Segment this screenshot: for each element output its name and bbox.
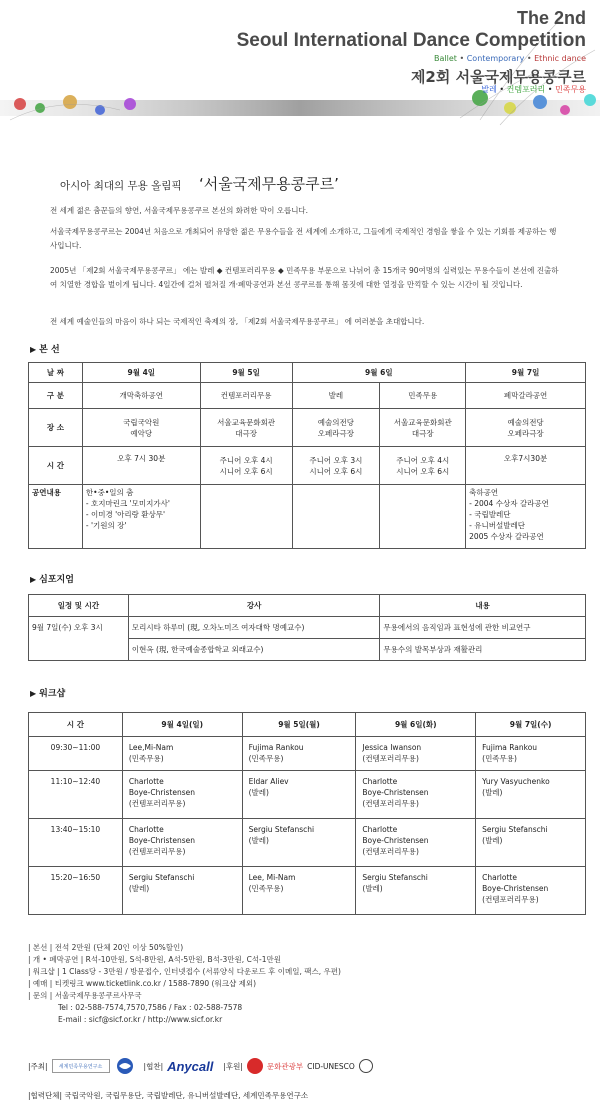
- unesco-name: CID-UNESCO: [307, 1061, 355, 1071]
- host-label: |주최|: [28, 1061, 48, 1071]
- workshop-cell: Lee, Mi-Nam (민족무용): [242, 867, 356, 915]
- row-label-program: 공연내용: [29, 485, 83, 549]
- ticket-info: [28, 942, 341, 1026]
- workshop-cell: Fujima Rankou (민족무용): [476, 737, 586, 771]
- symposium-heading: ▶ 심포지엄: [30, 575, 74, 585]
- time-cell: 오후 7시 30분: [82, 447, 200, 485]
- symposium-topic: 무용수의 발목부상과 재활관리: [380, 639, 586, 661]
- workshop-cell: Sergiu Stefanschi (발레): [242, 819, 356, 867]
- event-subtitle-en: Ballet • Contemporary • Ethnic dance: [434, 54, 586, 63]
- intro-title-small: 아시아 최대의 무용 올림픽: [60, 180, 182, 192]
- date-3: 9월 6일: [292, 363, 466, 383]
- intro-paragraph-2: 서울국제무용콩쿠르는 2004년 처음으로 개최되어 유망한 젊은 무용수들을 전 세계에 소개하고, 그들에게 국제적인 경험을 쌓을 수 있는 기회를 제공하는 행사입니다.: [50, 227, 557, 250]
- category-cell: 발레: [292, 383, 380, 409]
- venue-cell: 국립국악원 예악당: [82, 409, 200, 447]
- workshop-heading: ▶ 워크샵: [30, 689, 66, 699]
- intro-paragraph-4: 전 세계 예술인들의 마음이 하나 되는 국제적인 축제의 장, 「제2회 서울국제무용콩쿠르」 에 여러분을 초대합니다.: [50, 317, 425, 326]
- workshop-cell: Charlotte Boye-Christensen (컨템포러리무용): [476, 867, 586, 915]
- sponsor-row: [28, 1057, 373, 1075]
- event-subtitle-ko: 발레 • 컨템포러리 • 민족무용: [481, 85, 586, 94]
- symposium-topic: 무용에서의 음직임과 표현성에 관한 비교연구: [380, 617, 586, 639]
- program-closing: 축하공연 - 2004 수상자 갈라공연 - 국립발레단 - 유니버설발레단 2005 수상자 갈라공연: [466, 485, 586, 549]
- host-emblem-icon: [114, 1057, 136, 1075]
- symposium-table: [28, 594, 586, 661]
- subtitle-contemporary: Contemporary: [466, 54, 525, 63]
- workshop-header: 9월 4일(일): [122, 713, 242, 737]
- subtitle-ballet: Ballet: [434, 54, 457, 63]
- venue-cell: 서울교육문화회관 대극장: [200, 409, 292, 447]
- header-banner: [0, 0, 600, 135]
- row-label-category: 구 분: [29, 383, 83, 409]
- main-schedule-table: [28, 362, 586, 549]
- event-title-en: Seoul International Dance Competition: [236, 30, 586, 51]
- category-cell: 컨템포러리무용: [200, 383, 292, 409]
- info-workshop-ticket: | 워크샵 | 1 Class당 - 3만원 / 방문접수, 인터넷접수 (서류양식 다운로드 후 이메일, 팩스, 우편): [28, 967, 341, 976]
- info-phone: Tel : 02-588-7574,7570,7586 / Fax : 02-588-7578: [58, 1003, 243, 1012]
- symposium-header: 내용: [380, 595, 586, 617]
- info-email-web[interactable]: E-mail : sicf@sicf.or.kr / http://www.sicf.or.kr: [58, 1015, 223, 1024]
- workshop-cell: Eldar Aliev (발레): [242, 771, 356, 819]
- triangle-icon: ▶: [30, 575, 37, 584]
- venue-cell: 서울교육문화회관 대극장: [380, 409, 466, 447]
- workshop-cell: Fujima Rankou (민족무용): [242, 737, 356, 771]
- venue-cell: 예술의전당 오페라극장: [292, 409, 380, 447]
- workshop-header: 시 간: [29, 713, 123, 737]
- intro-title: [60, 173, 339, 194]
- host-logo: 세계민족무용연구소: [52, 1059, 110, 1073]
- support-label: |협찬|: [143, 1061, 164, 1071]
- workshop-cell: Charlotte Boye-Christensen (컨템포러리무용): [356, 819, 476, 867]
- category-cell: 개막축하공연: [82, 383, 200, 409]
- workshop-header: 9월 7일(수): [476, 713, 586, 737]
- date-4: 9월 7일: [466, 363, 586, 383]
- row-label-date: 날 짜: [29, 363, 83, 383]
- time-cell: 오후7시30분: [466, 447, 586, 485]
- partners-line: |협력단체| 국립국악원, 국립무용단, 국립발레단, 유니버설발레단, 세계민족무용연구소: [28, 1091, 309, 1100]
- intro-title-big: ‘서울국제무용콩쿠르’: [198, 175, 339, 193]
- symposium-header: 강사: [128, 595, 380, 617]
- symposium-speaker: 모리시타 하루미 (現, 오차노미즈 여자대학 명예교수): [128, 617, 380, 639]
- main-section-heading: ▶ 본 선: [30, 345, 60, 355]
- workshop-cell: Lee,Mi-Nam (민족무용): [122, 737, 242, 771]
- venue-cell: 예술의전당 오페라극장: [466, 409, 586, 447]
- category-cell: 폐막갈라공연: [466, 383, 586, 409]
- workshop-table: [28, 712, 586, 915]
- workshop-cell: Sergiu Stefanschi (발레): [122, 867, 242, 915]
- workshop-cell: Charlotte Boye-Christensen (컨템포러리무용): [122, 771, 242, 819]
- workshop-time: 15:20~16:50: [29, 867, 123, 915]
- back-label: |후원|: [223, 1061, 243, 1071]
- workshop-time: 13:40~15:10: [29, 819, 123, 867]
- time-cell: 주니어 오후 3시 시니어 오후 6시: [292, 447, 380, 485]
- event-title-ko: 제2회 서울국제무용콩쿠르: [410, 68, 586, 86]
- category-cell: 민족무용: [380, 383, 466, 409]
- info-main-ticket: | 본선 | 전석 2만원 (단체 20인 이상 50%할인): [28, 943, 184, 952]
- subtitle-ko-contemporary: 컨템포러리: [506, 85, 546, 94]
- symposium-speaker: 이현옥 (現, 한국예술종합학교 외래교수): [128, 639, 380, 661]
- workshop-cell: Jessica Iwanson (컨템포러리무용): [356, 737, 476, 771]
- subtitle-ko-ballet: 발레: [481, 85, 497, 94]
- triangle-icon: ▶: [30, 689, 37, 698]
- workshop-cell: Charlotte Boye-Christensen (컨템포러리무용): [122, 819, 242, 867]
- intro-paragraph-3: 2005년 「제2회 서울국제무용콩쿠르」 에는 발레 ◆ 컨템포러리무용 ◆ 민족무용 부문으로 나뉘어 총 15개국 90여명의 실력있는 무용수들이 본선에 진출하여 치열한 경합을 벌이게 됩니다. 4일간에 걸쳐 펼쳐질 개·폐막공연과 본선 콩쿠르를 통해 몸짓에 대한 열정을 만끽할 수 있는 시간이 될 것입니다.: [50, 266, 559, 289]
- row-label-time: 시 간: [29, 447, 83, 485]
- time-cell: 주니어 오후 4시 시니어 오후 6시: [380, 447, 466, 485]
- anycall-logo: Anycall: [167, 1058, 214, 1074]
- info-contact: | 문의 | 서울국제무용콩쿠르사무국: [28, 991, 142, 1000]
- subtitle-ethnic: Ethnic dance: [534, 54, 586, 63]
- workshop-time: 09:30~11:00: [29, 737, 123, 771]
- workshop-cell: Sergiu Stefanschi (발레): [476, 819, 586, 867]
- workshop-cell: Sergiu Stefanschi (발레): [356, 867, 476, 915]
- unesco-emblem-icon: [359, 1059, 373, 1073]
- workshop-cell: Charlotte Boye-Christensen (컨템포러리무용): [356, 771, 476, 819]
- triangle-icon: ▶: [30, 345, 37, 354]
- date-2: 9월 5일: [200, 363, 292, 383]
- program-opening: 한•중•일의 춤 - 호지마린크 '모미지가사' - 이미경 '아리랑 환상무' - '기원의 장': [82, 485, 200, 549]
- workshop-header: 9월 6일(화): [356, 713, 476, 737]
- row-label-venue: 장 소: [29, 409, 83, 447]
- edition-title: The 2nd: [516, 8, 586, 28]
- date-1: 9월 4일: [82, 363, 200, 383]
- workshop-header: 9월 5일(월): [242, 713, 356, 737]
- workshop-cell: Yury Vasyuchenko (발레): [476, 771, 586, 819]
- ministry-name: 문화관광부: [266, 1061, 304, 1071]
- info-booking: | 예매 | 티켓링크 www.ticketlink.co.kr / 1588-7890 (워크샵 제외): [28, 979, 256, 988]
- intro-paragraph-1: 전 세계 젊은 춤꾼들의 향연, 서울국제무용콩쿠르 본선의 화려한 막이 오릅니다.: [50, 206, 309, 215]
- workshop-time: 11:10~12:40: [29, 771, 123, 819]
- symposium-schedule: 9월 7일(수) 오후 3시: [29, 617, 129, 661]
- symposium-header: 일정 및 시간: [29, 595, 129, 617]
- ministry-emblem-icon: [247, 1058, 263, 1074]
- subtitle-ko-ethnic: 민족무용: [555, 85, 586, 94]
- info-gala-ticket: | 개 • 폐막공연 | R석-10만원, S석-8만원, A석-5만원, B석-3만원, C석-1만원: [28, 955, 282, 964]
- time-cell: 주니어 오후 4시 시니어 오후 6시: [200, 447, 292, 485]
